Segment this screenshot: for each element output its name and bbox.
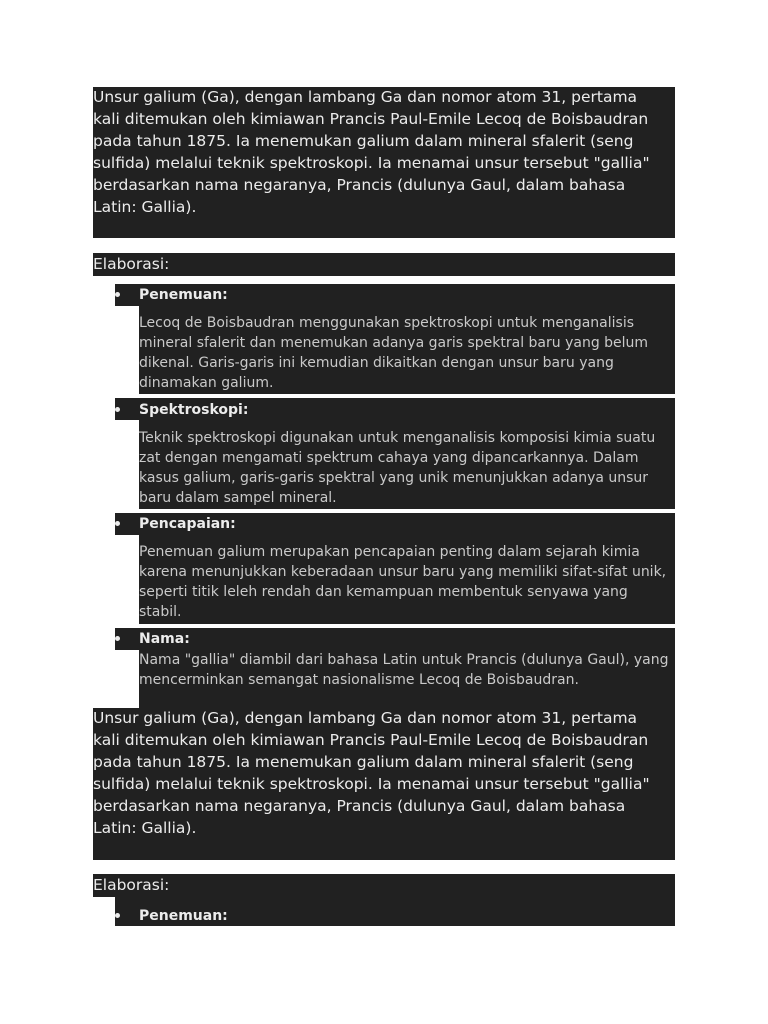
- bullet-icon: [115, 521, 120, 526]
- intro-paragraph: Unsur galium (Ga), dengan lambang Ga dan nomor atom 31, pertama kali ditemukan oleh kimiawan Prancis Paul-Emile Lecoq de Boisbaudran pada tahun 1875. Ia menemukan galium dalam mineral sfalerit (seng sulfida) melalui teknik spektroskopi. Ia menamai unsur tersebut "gallia" berdasarkan nama negaranya, Prancis (dulunya Gaul, dalam bahasa Latin: Gallia).: [93, 88, 650, 216]
- elaboration-list-panel: [93, 897, 675, 926]
- list-item-title: Penemuan:: [139, 287, 228, 303]
- intro-paragraph-panel: [93, 708, 675, 860]
- list-item-pencapaian: [115, 513, 236, 535]
- list-item-body: Teknik spektroskopi digunakan untuk menganalisis komposisi kimia suatu zat dengan mengamati spektrum cahaya yang dipancarkannya. Dalam kasus galium, garis-garis spektral yang unik menunjukkan adanya unsur baru dalam sampel mineral.: [139, 430, 656, 506]
- list-item-title: Pencapaian:: [139, 516, 236, 532]
- bullet-icon: [115, 292, 120, 297]
- list-item-penemuan: [115, 905, 228, 927]
- list-item-penemuan: [115, 284, 228, 306]
- list-item-title: Spektroskopi:: [139, 402, 249, 418]
- bullet-icon: [115, 407, 120, 412]
- elaborasi-label: Elaborasi:: [93, 255, 170, 273]
- list-item-body: Nama "gallia" diambil dari bahasa Latin untuk Prancis (dulunya Gaul), yang mencerminkan semangat nasionalisme Lecoq de Boisbaudran.: [139, 652, 669, 688]
- list-item-title: Penemuan:: [139, 908, 228, 924]
- elaborasi-label: Elaborasi:: [93, 876, 170, 894]
- list-item-spektroskopi: [115, 399, 248, 421]
- elaborasi-panel: [93, 874, 675, 897]
- list-item-body: Penemuan galium merupakan pencapaian penting dalam sejarah kimia karena menunjukkan keberadaan unsur baru yang memiliki sifat-sifat unik, seperti titik leleh rendah dan kemampuan membentuk senyawa yang stabil.: [139, 544, 667, 620]
- list-item-title: Nama:: [139, 631, 190, 647]
- list-item-nama: [115, 628, 190, 650]
- intro-paragraph-panel: [93, 87, 675, 238]
- intro-paragraph: Unsur galium (Ga), dengan lambang Ga dan nomor atom 31, pertama kali ditemukan oleh kimiawan Prancis Paul-Emile Lecoq de Boisbaudran pada tahun 1875. Ia menemukan galium dalam mineral sfalerit (seng sulfida) melalui teknik spektroskopi. Ia menamai unsur tersebut "gallia" berdasarkan nama negaranya, Prancis (dulunya Gaul, dalam bahasa Latin: Gallia).: [93, 709, 650, 837]
- bullet-icon: [115, 636, 120, 641]
- bullet-icon: [115, 913, 120, 918]
- elaborasi-panel: [93, 253, 675, 276]
- elaboration-list-panel: [93, 276, 675, 708]
- list-item-body: Lecoq de Boisbaudran menggunakan spektroskopi untuk menganalisis mineral sfalerit dan menemukan adanya garis spektral baru yang belum dikenal. Garis-garis ini kemudian dikaitkan dengan unsur baru yang dinamakan galium.: [139, 315, 649, 391]
